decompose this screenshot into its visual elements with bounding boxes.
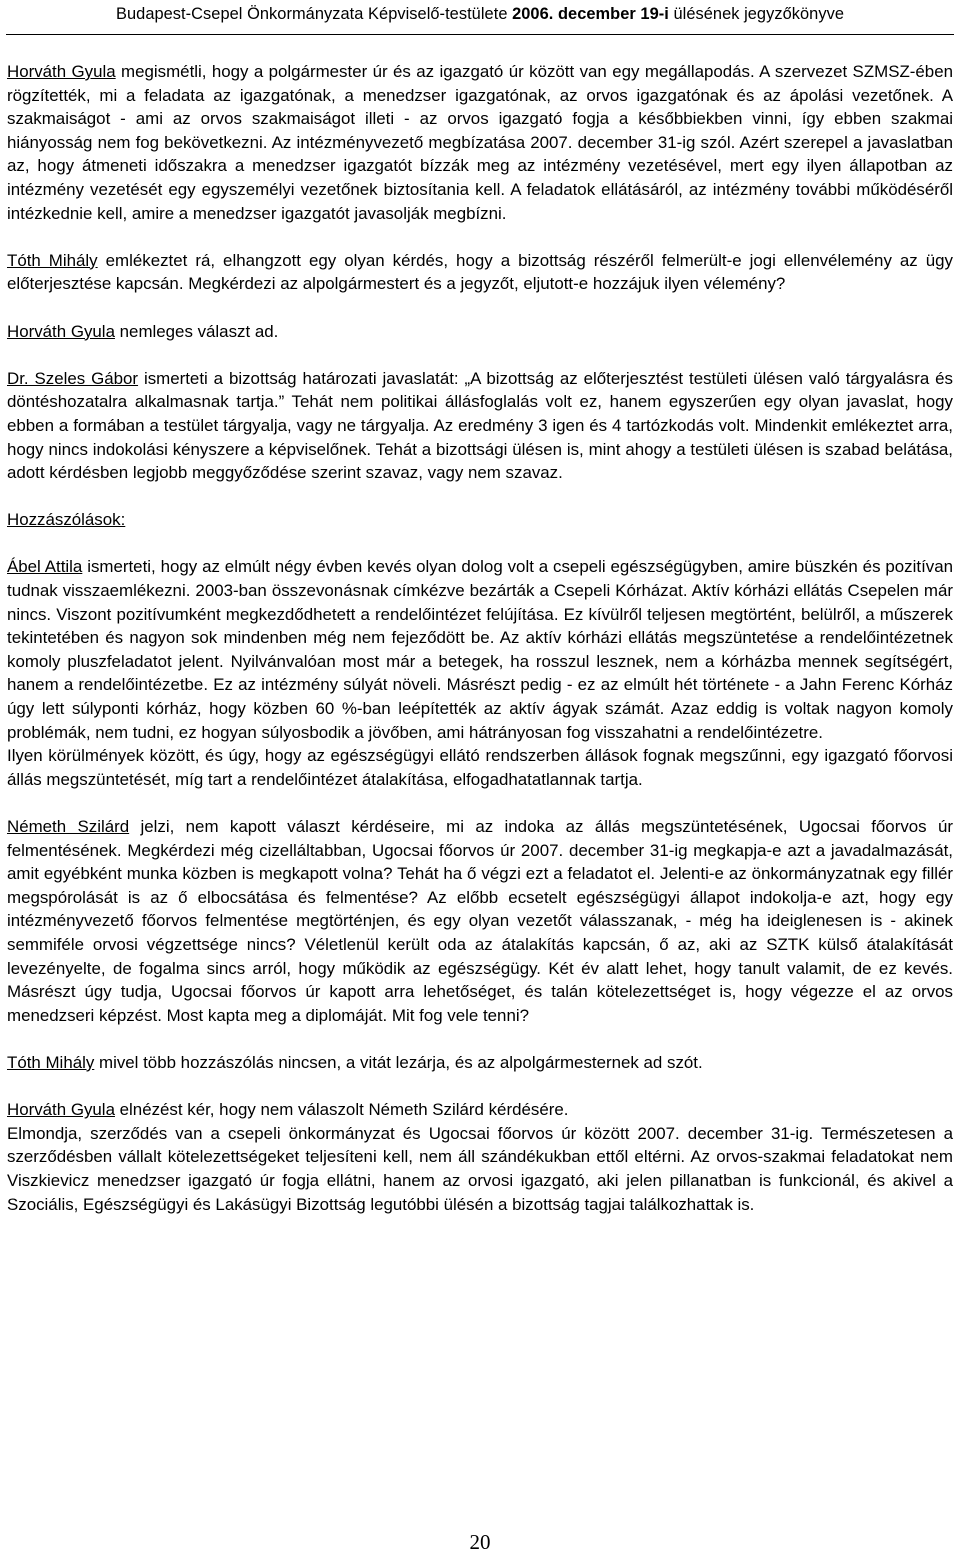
paragraph-abel-continuation: Ilyen körülmények között, és úgy, hogy az egészségügyi ellátó rendszerben állások fognak megszűnni, egy igazgató főorvosi állás megszüntetését, míg tart a rendelőintézet átalakítása, elfogadhatatlannak tartja. (7, 746, 953, 789)
speaker-name: Tóth Mihály (7, 250, 98, 270)
speaker-name: Tóth Mihály (7, 1052, 95, 1072)
minutes-body (7, 60, 953, 1240)
paragraph-toth-2 (7, 1051, 953, 1075)
paragraph-horvath-1 (7, 60, 953, 225)
paragraph-toth-1 (7, 249, 953, 296)
speaker-name: Horváth Gyula (7, 1100, 115, 1120)
paragraph-szeles (7, 367, 953, 485)
paragraph-horvath-3 (7, 1098, 953, 1122)
speaker-title: Dr. (7, 368, 35, 388)
paragraph-text: mivel több hozzászólás nincsen, a vitát lezárja, és az alpolgármesternek ad szót. (94, 1052, 703, 1072)
speaker-name: Németh Szilárd (7, 817, 130, 836)
speaker-name: Horváth Gyula (7, 321, 115, 341)
paragraph-text: ismerteti, hogy az elmúlt négy évben kevés olyan dolog volt a csepeli egészségügyben, amire büszkén és pozitívan tudnak visszaemlékezni. 2003-ban összevonásnak címkézve bezárták a Csepeli Kórházat. Aktív kórházi ellátás Csepelen már nincs. Viszont pozitívumként megkezdődhetett a rendelőintézet felújítása. Ez kívülről teljesen megtörtént, belülről, a műszerek tekintetében és nagyon sok mindenben még nem fejeződött be. Az aktív kórházi ellátás megszüntetése a rendelőintézetnek komoly pluszfeladatot jelent. Nyilvánvalóan most már a betegek, ha rosszul lesznek, nem a kórházba mennek segítségért, hanem a rendelőintézetbe. Ez az intézmény súlyát növeli. Másrészt pedig - ez az elmúlt hét története - a Jahn Ferenc Kórház úgy lett súlyponti kórház, hogy közben 60 %-ban leépítették az aktív ágyak számát. Azaz eddig is voltak nagyon komoly problémák, nem tudni, ez hogyan súlyosbodik a jövőben, ami hátrányosan fog visszahatni a rendelőintézetre. (7, 557, 953, 742)
speaker-name: Ábel Attila (7, 557, 83, 577)
section-heading (7, 508, 953, 532)
header-suffix: ülésének jegyzőkönyve (668, 5, 844, 23)
header-date: 2006. december 19-i (512, 5, 669, 23)
paragraph-horvath-3-continuation: Elmondja, szerződés van a csepeli önkormányzat és Ugocsai főorvos úr között 2007. december 31-ig. Természetesen a szerződésben vállalt kötelezettségeket teljesíteni kell, nem áll szándékukban ettől eltérni. Az orvos-szakmai feladatokat nem Viszkievicz menedzser igazgató úr fogja ellátni, hanem az orvosi igazgató, aki jelen pillanatban is funkcionál, és akivel a Szociális, Egészségügyi és Lakásügyi Bizottság legutóbbi ülésén a bizottság tagjai találkozhattak is. (7, 1123, 953, 1214)
paragraph-text: emlékeztet rá, elhangzott egy olyan kérdés, hogy a bizottság részéről felmerült-e jogi ellenvélemény az ügy előterjesztése kapcsán. Megkérdezi az alpolgármestert és a jegyzőt, eljutott-e hozzájuk ilyen vélemény? (7, 250, 953, 294)
paragraph-text: nemleges választ ad. (114, 321, 279, 341)
page-number: 20 (469, 1530, 491, 1554)
header-divider (6, 34, 954, 35)
speaker-name: Horváth Gyula (7, 62, 116, 81)
speaker-name: Szeles Gábor (34, 368, 139, 388)
paragraph-horvath-2 (7, 320, 953, 344)
comments-heading: Hozzászólások: (7, 510, 126, 530)
paragraph-text: ismerteti a bizottság határozati javaslatát: „A bizottság az előterjesztést testületi ülésen való tárgyalásra és döntéshozatalra alkalmasnak tartja.” Tehát nem politikai állásfoglalás volt ez, hanem egyszerűen egy olyan javaslat, hogy ebben a formában a testület tárgyalja, vagy ne tárgyalja. Az eredmény 3 igen és 4 tartózkodás volt. Mindenkit emlékeztet arra, hogy nincs indokolási kényszere a képviselőnek. Tehát a bizottsági ülésen is, mint ahogy a testületi ülésen is szabad belátása, adott kérdésben legjobb meggyőződése szerint szavaz, vagy nem szavaz. (7, 368, 953, 483)
page-header (0, 2, 960, 30)
paragraph-nemeth (7, 815, 953, 1027)
paragraph-text: elnézést kér, hogy nem válaszolt Németh Szilárd kérdésére. (114, 1100, 569, 1120)
header-prefix: Budapest-Csepel Önkormányzata Képviselő-testülete (116, 5, 513, 23)
paragraph-text: megismétli, hogy a polgármester úr és az igazgató úr között van egy megállapodás. A szervezet SZMSZ-ében rögzítették, mi a feladata az igazgatónak, a menedzser igazgatónak, az orvos igazgatónak és az ápolási vezetőnek. A szakmaiságot - ami az orvos szakmaiságot illeti - az orvos igazgató fogja a későbbiekben vinni, így ebben szakmai hiányosság nem fog bekövetkezni. Az intézményvezető megbízatása 2007. december 31-ig szól. Azért szerepel a javaslatban az, hogy átmeneti időszakra a menedzser igazgatót bízzák meg az intézmény vezetésével, mert egy ilyen állapotban az intézmény vezetését egy egyszemélyi vezetőnek biztosítania kell. A feladatok ellátásáról, az intézmény további működéséről intézkednie kell, amire a menedzser igazgatót javasolják megbízni. (7, 62, 953, 223)
paragraph-abel (7, 555, 953, 744)
paragraph-text: jelzi, nem kapott választ kérdéseire, mi az indoka az állás megszüntetésének, Ugocsai főorvos úr felmentésének. Megkérdezi még cizelláltabban, Ugocsai főorvos úr 2007. december 31-ig megkapja-e azt a javadalmazását, amit egyébként munka közben is megkapott volna? Tehát ha ő végzi ezt a feladatot el. Jelenti-e az önkormányzatnak egy fillér megspórolását is az ő elbocsátása és felmentése? Az előbb ecsetelt egészségügyi állapot indokolja-e azt, hogy egy intézményvezető főorvos felmentése megtörténjen, és egy olyan vezetőt válasszanak, - még ha ideiglenesen is - akinek semmiféle orvosi végzettsége nincs? Véletlenül került oda az átalakítás kapcsán, ő az, aki az SZTK külső átalakítását levezényelte, de fogalma sincs arról, hogy működik az egészségügy. Két év alatt lehet, hogy tanult valamit, de ez kevés. Másrészt úgy tudja, Ugocsai főorvos úr kapott arra lehetőséget, és talán kötelezettséget is, hogy végezze el az orvos menedzseri képzést. Most kapta meg a diplomáját. Mit fog vele tenni? (7, 817, 953, 1025)
